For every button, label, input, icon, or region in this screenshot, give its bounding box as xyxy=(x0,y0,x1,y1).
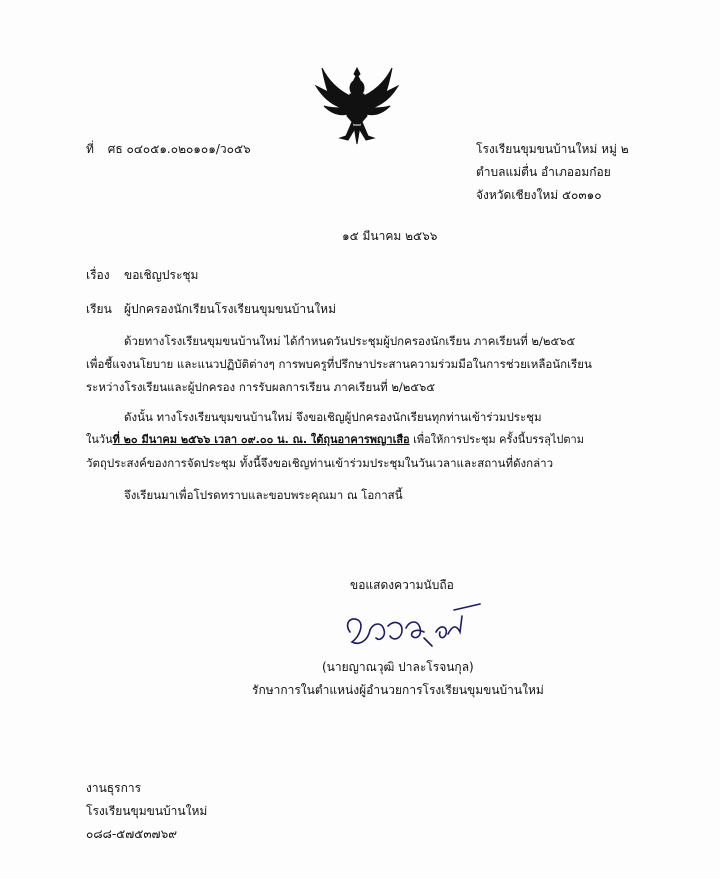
body-p2-line1: ดังนั้น ทางโรงเรียนขุมขนบ้านใหม่ จึงขอเชิญผู้ปกครองนักเรียนทุกท่านเข้าร่วมประชุม xyxy=(124,410,542,424)
body-p2-line2-prefix: ในวัน xyxy=(86,433,113,446)
sender-address-line1: โรงเรียนขุมขนบ้านใหม่ หมู่ ๒ xyxy=(476,142,629,156)
recipient-label: เรียน xyxy=(86,302,112,316)
body-p1-line2: เพื่อชี้แจงนโยบาย และแนวปฏิบัติต่างๆ การพบครูที่ปรึกษาประสานความร่วมมือในการช่วยเหลือนักเรียน xyxy=(86,357,592,371)
closing-text: ขอแสดงความนับถือ xyxy=(350,578,454,592)
footer-school: โรงเรียนขุมขนบ้านใหม่ xyxy=(86,804,208,818)
signer-name: (นายญาณวุฒิ ปาละโรจนกุล) xyxy=(322,660,474,674)
body-p1-line1: ด้วยทางโรงเรียนขุมขนบ้านใหม่ ได้กำหนดวันประชุมผู้ปกครองนักเรียน ภาคเรียนที่ ๒/๒๕๖๕ xyxy=(124,334,576,348)
subject-text: ขอเชิญประชุม xyxy=(124,268,199,282)
signer-position: รักษาการในตำแหน่งผู้อำนวยการโรงเรียนขุมขนบ้านใหม่ xyxy=(252,683,544,697)
body-p2-line2-suffix: เพื่อให้การประชุม ครั้งนี้บรรลุไปตาม xyxy=(409,433,584,446)
body-p2-line2 xyxy=(86,433,584,447)
sender-address-line3: จังหวัดเชียงใหม่ ๕๐๓๑๐ xyxy=(476,188,602,202)
letter-date: ๑๕ มีนาคม ๒๕๖๖ xyxy=(342,229,438,243)
reference-line xyxy=(86,142,251,157)
recipient-text: ผู้ปกครองนักเรียนโรงเรียนขุมขนบ้านใหม่ xyxy=(124,302,336,316)
body-p1-line3: ระหว่างโรงเรียนและผู้ปกครอง การรับผลการเรียน ภาคเรียนที่ ๒/๒๕๖๕ xyxy=(86,380,436,394)
reference-label: ที่ xyxy=(86,142,94,156)
sender-address-line2: ตำบลแม่ตื่น อำเภออมก๋อย xyxy=(476,165,611,179)
body-p2-line3: วัตถุประสงค์ของการจัดประชุม ทั้งนี้จึงขอเชิญท่านเข้าร่วมประชุมในวันเวลาและสถานที่ดังกล่าว xyxy=(86,456,554,470)
footer-phone: ๐๘๘-๕๗๕๓๗๖๙ xyxy=(86,827,177,841)
meeting-datetime-venue: ที่ ๒๐ มีนาคม ๒๕๖๖ เวลา ๐๙.๐๐ น. ณ. ใต้ถุนอาคารพญาเสือ xyxy=(112,433,410,446)
subject-label: เรื่อง xyxy=(86,268,110,282)
body-p3: จึงเรียนมาเพื่อโปรดทราบและขอบพระคุณมา ณ โอกาสนี้ xyxy=(124,488,403,502)
footer-department: งานธุรการ xyxy=(86,781,142,795)
reference-number: ศธ ๐๔๐๕๑.๐๒๐๑๐๑/ว๐๕๖ xyxy=(107,142,251,156)
garuda-emblem-icon xyxy=(314,64,400,146)
handwritten-signature xyxy=(340,602,484,652)
